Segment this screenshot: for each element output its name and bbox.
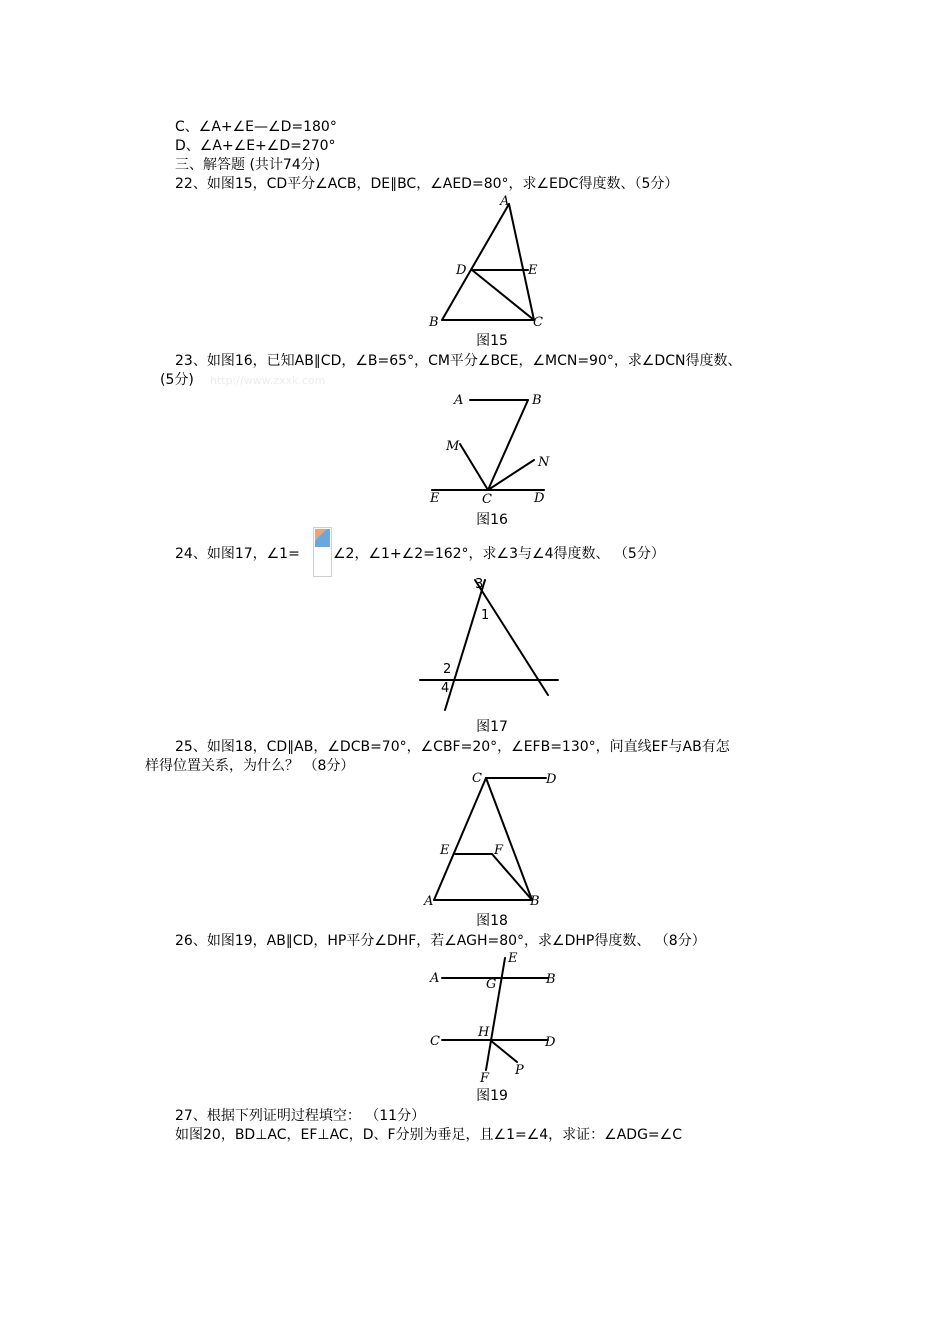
figure-17 xyxy=(410,575,570,715)
question-23-line1: 23、如图16，已知AB∥CD，∠B=65°，CM平分∠BCE，∠MCN=90°，求∠DCN得度数、 xyxy=(175,353,742,369)
fig18-label-a: A xyxy=(424,894,434,909)
option-d: D、∠A+∠E+∠D=270° xyxy=(175,138,336,154)
broken-image-icon xyxy=(313,527,332,577)
fig17-label-2: 2 xyxy=(443,662,452,677)
fig16-label-e: E xyxy=(430,491,440,506)
figure-15-caption: 图15 xyxy=(476,333,508,349)
figure-18 xyxy=(420,768,570,910)
figure-15 xyxy=(420,192,550,332)
question-27-line2: 如图20，BD⊥AC，EF⊥AC，D、F分别为垂足，且∠1=∠4，求证：∠ADG=∠C xyxy=(175,1127,682,1143)
section-heading: 三、解答题 (共计74分) xyxy=(175,157,321,173)
fig16-label-d: D xyxy=(534,491,545,506)
fig19-label-e: E xyxy=(508,951,518,966)
fig18-label-b: B xyxy=(530,894,540,909)
question-24-end: ∠2，∠1+∠2=162°，求∠3与∠4得度数、 （5分） xyxy=(333,546,665,562)
figure-19 xyxy=(420,950,570,1090)
fig19-label-p: P xyxy=(515,1063,524,1078)
option-c: C、∠A+∠E—∠D=180° xyxy=(175,119,337,135)
fig19-line-ef xyxy=(486,958,505,1070)
fig17-transversal-left xyxy=(445,580,485,710)
fig19-label-a: A xyxy=(430,971,440,986)
fig19-ray-hp xyxy=(490,1040,517,1062)
question-23-line2: (5分) xyxy=(160,372,194,388)
fig18-segment-fb xyxy=(492,854,532,900)
question-25-line1: 25、如图18，CD∥AB，∠DCB=70°，∠CBF=20°，∠EFB=130°，问直线EF与AB有怎 xyxy=(175,739,730,755)
fig19-label-h: H xyxy=(478,1025,490,1040)
fig15-label-b: B xyxy=(429,315,439,330)
fig15-label-e: E xyxy=(528,263,538,278)
fig16-label-c: C xyxy=(482,492,492,507)
fig16-label-a: A xyxy=(454,393,464,408)
fig18-segment-cb xyxy=(486,778,532,900)
question-22: 22、如图15，CD平分∠ACB，DE∥BC，∠AED=80°，求∠EDC得度数、（5分） xyxy=(175,176,679,192)
fig16-label-n: N xyxy=(538,455,550,470)
question-26: 26、如图19，AB∥CD，HP平分∠DHF，若∠AGH=80°，求∠DHP得度数、 （8分） xyxy=(175,933,706,949)
fig15-segment-ab xyxy=(442,204,509,320)
fig15-label-a: A xyxy=(500,194,510,209)
fig18-label-f: F xyxy=(494,843,504,858)
figure-16-caption: 图16 xyxy=(476,512,508,528)
fig17-label-1: 1 xyxy=(481,608,490,623)
fig19-label-g: G xyxy=(486,977,497,992)
fig16-label-b: B xyxy=(532,393,542,408)
figure-19-caption: 图19 xyxy=(476,1088,508,1104)
fig16-segment-mc xyxy=(460,444,488,490)
question-25-line2: 样得位置关系，为什么？ （8分） xyxy=(145,758,355,774)
figure-16 xyxy=(420,388,560,508)
question-27-line1: 27、根据下列证明过程填空： （11分） xyxy=(175,1108,426,1124)
question-24-start: 24、如图17，∠1= xyxy=(175,546,300,562)
fig16-label-m: M xyxy=(446,439,460,454)
fig18-segment-ca xyxy=(434,778,486,900)
fig19-label-c: C xyxy=(430,1034,440,1049)
fig18-label-e: E xyxy=(440,843,450,858)
image-thumbnail xyxy=(315,529,330,547)
fig19-label-d: D xyxy=(545,1035,556,1050)
fig18-label-d: D xyxy=(546,772,557,787)
fig17-label-4: 4 xyxy=(441,681,450,696)
fig19-label-b: B xyxy=(546,972,556,987)
fig18-label-c: C xyxy=(472,771,482,786)
figure-18-caption: 图18 xyxy=(476,913,508,929)
watermark: http://www.zxxk.com xyxy=(210,374,326,387)
figure-17-caption: 图17 xyxy=(476,719,508,735)
fig15-label-c: C xyxy=(533,315,543,330)
fig17-transversal-right xyxy=(475,580,548,695)
fig19-label-f: F xyxy=(480,1071,490,1086)
fig15-label-d: D xyxy=(456,263,467,278)
fig17-label-3: 3 xyxy=(475,577,484,592)
